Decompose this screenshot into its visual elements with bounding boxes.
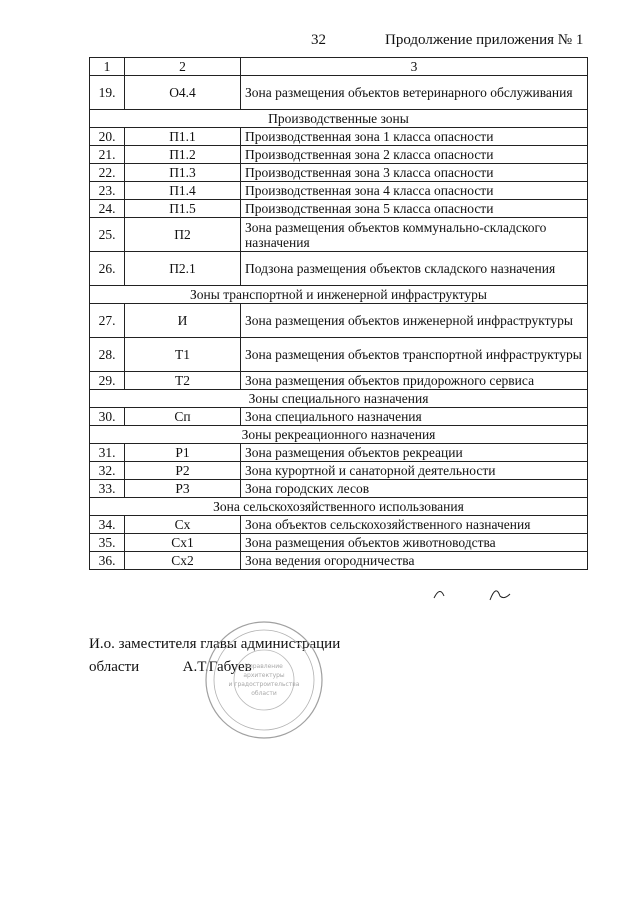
zone-number: 34. (90, 516, 125, 534)
zone-code: П1.3 (125, 164, 241, 182)
zone-number: 31. (90, 444, 125, 462)
section-title: Зоны специального назначения (90, 390, 588, 408)
continuation-note: Продолжение приложения № 1 (385, 32, 584, 48)
section-row (90, 110, 588, 128)
zone-number: 24. (90, 200, 125, 218)
table-row (90, 128, 588, 146)
section-row (90, 426, 588, 444)
section-title: Зона сельскохозяйственного использования (90, 498, 588, 516)
zone-number: 35. (90, 534, 125, 552)
table-row (90, 338, 588, 372)
official-stamp (202, 618, 326, 742)
zones-table-body (90, 58, 588, 570)
zone-number: 32. (90, 462, 125, 480)
zone-code: Сп (125, 408, 241, 426)
table-row (90, 462, 588, 480)
stamp-text: области (251, 690, 277, 697)
table-row (90, 252, 588, 286)
zone-number: 19. (90, 76, 125, 110)
zone-code: Т2 (125, 372, 241, 390)
stamp-text: архитектуры (243, 672, 285, 679)
stamp-text: и градостроительства (228, 681, 300, 688)
zone-name: Производственная зона 4 класса опасности (241, 182, 588, 200)
page-number: 32 (311, 32, 326, 48)
zone-code: Р2 (125, 462, 241, 480)
table-row (90, 444, 588, 462)
zone-number: 23. (90, 182, 125, 200)
column-header: 3 (241, 58, 588, 76)
section-title: Зоны рекреационного назначения (90, 426, 588, 444)
table-row (90, 76, 588, 110)
zone-name: Производственная зона 3 класса опасности (241, 164, 588, 182)
zone-name: Зона размещения объектов инженерной инфраструктуры (241, 304, 588, 338)
section-title: Производственные зоны (90, 110, 588, 128)
section-row (90, 498, 588, 516)
zone-number: 25. (90, 218, 125, 252)
zone-code: П2.1 (125, 252, 241, 286)
zone-code: Р1 (125, 444, 241, 462)
column-header: 1 (90, 58, 125, 76)
zone-code: Сх2 (125, 552, 241, 570)
stamp-text: Управление (245, 663, 283, 670)
zone-name: Производственная зона 5 класса опасности (241, 200, 588, 218)
zone-number: 29. (90, 372, 125, 390)
zone-number: 30. (90, 408, 125, 426)
table-row (90, 480, 588, 498)
table-row (90, 552, 588, 570)
zone-code: П1.4 (125, 182, 241, 200)
zone-name: Зона размещения объектов рекреации (241, 444, 588, 462)
zones-table (89, 57, 588, 570)
section-row (90, 390, 588, 408)
zone-code: П2 (125, 218, 241, 252)
zone-code: Сх (125, 516, 241, 534)
zone-name: Зона городских лесов (241, 480, 588, 498)
zone-code: П1.1 (125, 128, 241, 146)
zone-name: Производственная зона 2 класса опасности (241, 146, 588, 164)
signature-scribble-icon (430, 582, 520, 602)
zone-code: Сх1 (125, 534, 241, 552)
table-row (90, 164, 588, 182)
zone-code: Р3 (125, 480, 241, 498)
table-row (90, 534, 588, 552)
zone-name: Зона размещения объектов транспортной инфраструктуры (241, 338, 588, 372)
table-row (90, 304, 588, 338)
table-row (90, 200, 588, 218)
zone-number: 22. (90, 164, 125, 182)
zone-number: 26. (90, 252, 125, 286)
zone-code: П1.2 (125, 146, 241, 164)
zone-name: Зона ведения огородничества (241, 552, 588, 570)
section-title: Зоны транспортной и инженерной инфраструктуры (90, 286, 588, 304)
zone-name: Подзона размещения объектов складского назначения (241, 252, 588, 286)
zone-number: 33. (90, 480, 125, 498)
zone-name: Зона размещения объектов коммунально-складского назначения (241, 218, 588, 252)
zone-name: Зона размещения объектов животноводства (241, 534, 588, 552)
table-row (90, 146, 588, 164)
signature-name: А.Т.Габуев (182, 659, 252, 675)
zone-number: 27. (90, 304, 125, 338)
signature-title: И.о. заместителя главы администрации (89, 636, 341, 652)
table-row (90, 218, 588, 252)
zone-code: П1.5 (125, 200, 241, 218)
zone-name: Зона специального назначения (241, 408, 588, 426)
zone-name: Зона объектов сельскохозяйственного назначения (241, 516, 588, 534)
zone-number: 28. (90, 338, 125, 372)
table-row (90, 516, 588, 534)
section-row (90, 286, 588, 304)
signature-organisation: области (89, 659, 140, 675)
zone-code: О4.4 (125, 76, 241, 110)
column-header: 2 (125, 58, 241, 76)
zone-name: Производственная зона 1 класса опасности (241, 128, 588, 146)
zone-number: 21. (90, 146, 125, 164)
table-row (90, 182, 588, 200)
zone-name: Зона размещения объектов придорожного сервиса (241, 372, 588, 390)
zone-number: 20. (90, 128, 125, 146)
zone-name: Зона курортной и санаторной деятельности (241, 462, 588, 480)
zone-code: Т1 (125, 338, 241, 372)
table-row (90, 408, 588, 426)
table-header-row (90, 58, 588, 76)
zone-name: Зона размещения объектов ветеринарного обслуживания (241, 76, 588, 110)
table-row (90, 372, 588, 390)
zone-code: И (125, 304, 241, 338)
zone-number: 36. (90, 552, 125, 570)
